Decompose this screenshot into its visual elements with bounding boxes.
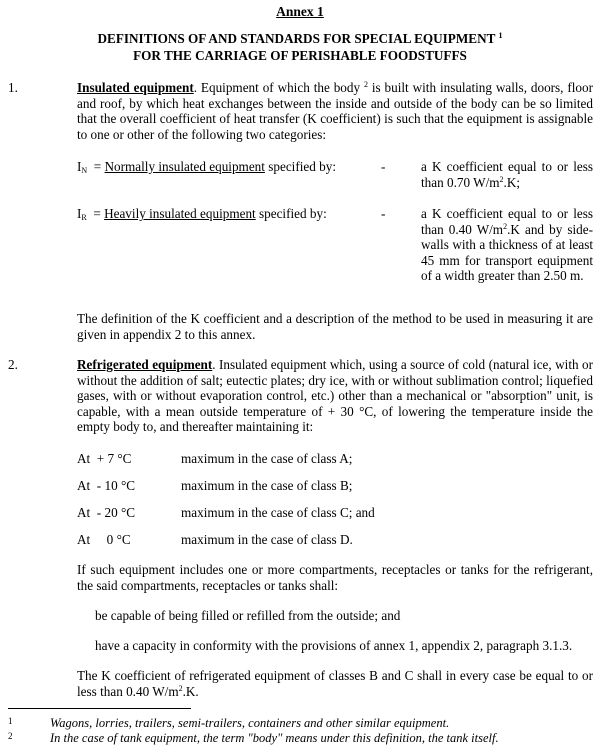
requirement-refill: be capable of being filled or refilled from the outside; and [95, 608, 401, 623]
document-heading-line-2: FOR THE CARRIAGE OF PERISHABLE FOODSTUFFS [133, 48, 467, 63]
category-dash: - [381, 206, 386, 221]
class-description: maximum in the case of class D. [181, 532, 353, 547]
class-description: maximum in the case of class A; [181, 451, 353, 466]
footnote-ref-2: 2 [363, 80, 368, 89]
section-1-closing: The definition of the K coefficient and a description of the method to be used in measuring it are given in appendix 2 to this annex. [77, 311, 593, 342]
category-spec: a K coefficient equal to or less than 0.70 $W/m^2.K$; [421, 159, 593, 190]
footnote-1: 1 Wagons, lorries, trailers, semi-trailers, containers and other similar equipment. [8, 716, 450, 730]
footnote-separator [8, 708, 191, 709]
section-1-term: Insulated equipment [77, 80, 194, 95]
section-2-intro: Refrigerated equipment. Insulated equipment which, using a source of cold (natural ice, with or without the addition of salt; eutectic plates; dry ice, with or without sublimation control; liquefied gases, with or without evaporation control, etc.) other than a mechanical or "absorption" unit, is capable, with a mean outside temperature of + 30 °C, of lowering the temperature inside the empty body to, and thereafter maintaining it: [77, 357, 593, 434]
compartments-intro: If such equipment includes one or more compartments, receptacles or tanks for the refrigerant, the said compartments, receptacles or tanks shall: [77, 562, 593, 593]
category-label: Normally insulated equipment [104, 159, 265, 174]
class-description: maximum in the case of class C; and [181, 505, 375, 520]
category-heavily-insulated: $I_R$ = Heavily insulated equipment specified by: [77, 206, 327, 222]
class-temperature: At - 10 °C [77, 478, 136, 493]
class-temperature: At - 20 °C [77, 505, 136, 520]
section-1-intro: Insulated equipment. Equipment of which the body $^2$ is built with insulating walls, doors, floor and roof, by which heat exchanges between the inside and outside of the body can be so limited that the overall coefficient of heat transfer (K coefficient) is such that the equipment is assignable to one or other of the following two categories: [77, 80, 594, 142]
class-description: maximum in the case of class B; [181, 478, 353, 493]
category-normally-insulated: $I_N$ = Normally insulated equipment specified by: [77, 159, 336, 175]
section-1-number: 1. [8, 80, 18, 95]
requirement-capacity: have a capacity in conformity with the provisions of annex 1, appendix 2, paragraph 3.1.3. [95, 638, 573, 653]
class-temperature: At 0 °C [77, 532, 131, 547]
footnote-ref-1: 1 [498, 31, 503, 40]
section-2-term: Refrigerated equipment [77, 357, 213, 372]
class-temperature: At + 7 °C [77, 451, 132, 466]
category-label: Heavily insulated equipment [104, 206, 256, 221]
footnote-2: 2 In the case of tank equipment, the term "body" means under this definition, the tank itself. [8, 731, 499, 745]
document-heading-line-1: DEFINITIONS OF AND STANDARDS FOR SPECIAL EQUIPMENT $^1$ [97, 31, 503, 46]
k-coefficient-note: The K coefficient of refrigerated equipment of classes B and C shall in every case be equal to or less than 0.40 $W/m^2.K$. [77, 668, 593, 699]
section-2-number: 2. [8, 357, 18, 372]
annex-title: Annex 1 [276, 4, 324, 19]
category-spec: a K coefficient equal to or less than 0.40 $W/m^2.K$ and by side-walls with a thickness of at least 45 mm for transport equipment of a width greater than 2.50 m. [421, 206, 593, 283]
category-dash: - [381, 159, 386, 174]
